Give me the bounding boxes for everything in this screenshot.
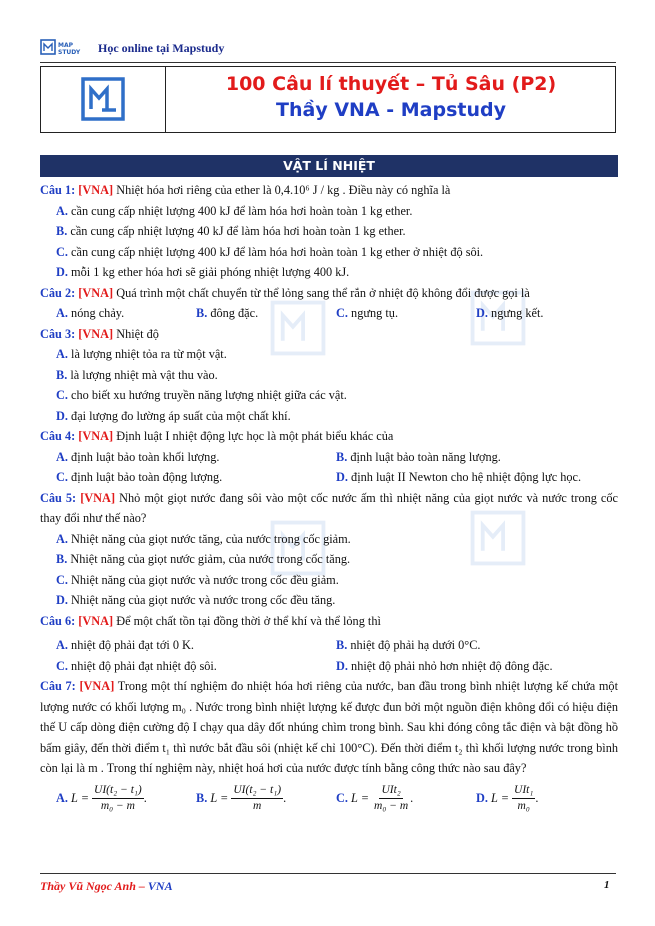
options-row: [56, 635, 618, 656]
option-b: B. đông đặc.: [196, 306, 259, 320]
question-tag: [VNA]: [78, 183, 114, 197]
option-c: C. ngưng tụ.: [336, 306, 399, 320]
option-d: D. định luật II Newton cho hệ nhiệt động lực học.: [336, 470, 582, 484]
question-label: Câu 2:: [40, 285, 76, 300]
options-row: [56, 656, 618, 677]
option-c: C. L = $\frac{\text{UIt₂}}{\text{m₀ − m}}$ .: [336, 783, 414, 812]
question-tag: [VNA]: [78, 429, 114, 443]
option-b: B. là lượng nhiệt mà vật thu vào.: [56, 367, 218, 382]
question-list: [40, 180, 618, 814]
mapstudy-logo: [40, 38, 90, 60]
option-d: D. L = $\frac{\text{UIt₁}}{\text{m₀}}$ .: [476, 783, 539, 812]
mapstudy-big-logo-icon: [81, 77, 125, 121]
header-divider: [40, 62, 616, 63]
formula-fraction: $\frac{\text{UIt₁}}{\text{m₀}}$: [514, 783, 534, 812]
question-tag: [VNA]: [79, 679, 115, 693]
option-d: D. ngưng kết.: [476, 306, 544, 320]
question-tag: [VNA]: [80, 490, 116, 505]
option-a: A. là lượng nhiệt tỏa ra từ một vật.: [56, 347, 227, 361]
question-1: [40, 180, 618, 201]
footer-divider: [40, 873, 616, 874]
formula-fraction: $\frac{\text{UIt₂}}{\text{m₀ − m}}$: [374, 783, 409, 812]
option-c: C. Nhiệt năng của giọt nước và nước trong cốc đều giảm.: [56, 572, 339, 587]
option-d: D. nhiệt độ phải nhỏ hơn nhiệt độ đông đặc.: [336, 658, 553, 673]
question-tag: [VNA]: [78, 613, 114, 628]
formula-fraction: $\frac{\text{UI(t₂ − t₁)}}{\text{m₀ − m}}$: [94, 783, 142, 812]
option-d: D. Nhiệt năng của giọt nước và nước trong cốc đều tăng.: [56, 593, 336, 607]
question-2: [40, 283, 618, 304]
formula-fraction: $\frac{\text{UI(t₂ − t₁)}}{m}$: [233, 783, 282, 812]
option-a: A. nhiệt độ phải đạt tới 0 K.: [56, 638, 195, 652]
question-text: Nhiệt hóa hơi riêng của ether là 0,4.10⁶ J / kg . Điều này có nghĩa là: [116, 183, 451, 197]
question-label: Câu 3:: [40, 326, 76, 341]
option-c: C. cần cung cấp nhiệt lượng 400 kJ để làm hóa hơi hoàn toàn 1 kg ether ở nhiệt độ sôi.: [56, 244, 484, 259]
section-heading: VẬT LÍ NHIỆT: [40, 155, 618, 177]
question-label: Câu 1:: [40, 183, 76, 197]
document-header: [40, 66, 616, 133]
option-b: B. L = $\frac{\text{UI(t₂ − t₁)}}{m}$ .: [196, 783, 287, 812]
option-d: D. mỗi 1 kg ether hóa hơi sẽ giải phóng nhiệt lượng 400 kJ.: [56, 265, 350, 279]
question-text: Quá trình một chất chuyển từ thể lỏng sang thể rắn ở nhiệt độ không đổi được gọi là: [116, 285, 530, 300]
option-b: B. nhiệt độ phải hạ dưới 0°C.: [336, 638, 481, 652]
footer-author: Thầy Vũ Ngọc Anh – VNA: [40, 879, 173, 893]
option-b: B. Nhiệt năng của giọt nước giảm, của nước trong cốc tăng.: [56, 552, 351, 566]
question-text: Để một chất tồn tại đồng thời ở thể khí và thể lỏng thì: [116, 613, 381, 628]
options-row: [56, 467, 618, 488]
page-number: 1: [604, 879, 610, 891]
footer-author-tag: VNA: [147, 879, 173, 893]
svg-text:STUDY: STUDY: [58, 49, 81, 56]
question-text: Định luật I nhiệt động lực học là một phát biểu khác của: [116, 429, 394, 443]
question-text: Nhỏ một giọt nước đang sôi vào một cốc nước ấm thì nhiệt năng của giọt nước và nước trong cốc thay đổi như thế nào?: [40, 490, 618, 525]
question-6: [40, 611, 618, 632]
document-title: 100 Câu lí thuyết – Tủ Sâu (P2): [225, 73, 557, 95]
question-5: [40, 488, 618, 529]
option-a: A. cần cung cấp nhiệt lượng 400 kJ để làm hóa hơi hoàn toàn 1 kg ether.: [56, 203, 413, 218]
question-text: Nhiệt độ: [116, 326, 159, 341]
option-c: C. cho biết xu hướng truyền năng lượng nhiệt giữa các vật.: [56, 388, 347, 402]
question-4: [40, 426, 618, 447]
svg-text:MAP: MAP: [58, 42, 74, 49]
question-tag: [VNA]: [78, 285, 114, 300]
option-d: D. đại lượng đo lường áp suất của một chất khí.: [56, 408, 291, 423]
options-row: [56, 447, 618, 468]
question-label: Câu 4:: [40, 429, 76, 443]
option-b: B. cần cung cấp nhiệt lượng 40 kJ để làm hóa hơi hoàn toàn 1 kg ether.: [56, 224, 406, 238]
option-b: B. định luật bảo toàn năng lượng.: [336, 449, 501, 464]
option-a: A. Nhiệt năng của giọt nước tăng, của nước trong cốc giảm.: [56, 531, 351, 546]
option-c: C. định luật bảo toàn động lượng.: [56, 470, 223, 484]
formula-options-row: [56, 783, 618, 814]
question-3: [40, 324, 618, 345]
option-a: A. L = $\frac{\text{UI(t₂ − t₁)}}{\text{m₀ − m}}$ .: [56, 783, 147, 812]
document-subtitle: Thầy VNA - Mapstudy: [276, 99, 506, 121]
question-text: Trong một thí nghiệm đo nhiệt hóa hơi riêng của nước, ban đầu trong bình nhiệt lượng kế chứa một lượng nước có khối lượng m₀ . Nước trong bình nhiệt lượng kế được đun bởi một nguồn điện không đổi có hiệu điện thế U cấp dòng điện cường độ I chạy qua dây đốt nhúng chìm trong bình. Sau khi đóng công tắc điện và bật đồng hồ bấm giây, đến thời điểm t₁ thì nước bắt đầu sôi (nhiệt kế chỉ 100°C). Đến thời điểm t₂ thì khối lượng nước trong bình còn lại là m . Trong thí nghiệm này, nhiệt hoá hơi của nước được tính bằng công thức nào sau đây?: [40, 679, 618, 775]
options-row: [56, 303, 618, 324]
question-label: Câu 7:: [40, 679, 76, 693]
question-tag: [VNA]: [78, 326, 114, 341]
option-a: A. định luật bảo toàn khối lượng.: [56, 449, 220, 464]
option-a: A. nóng chảy.: [56, 306, 125, 320]
question-label: Câu 5:: [40, 490, 77, 505]
question-label: Câu 6:: [40, 613, 76, 628]
site-title: Học online tại Mapstudy: [98, 41, 225, 55]
option-c: C. nhiệt độ phải đạt nhiệt độ sôi.: [56, 658, 217, 673]
question-7: [40, 676, 618, 779]
header-logo-cell: [41, 67, 166, 132]
